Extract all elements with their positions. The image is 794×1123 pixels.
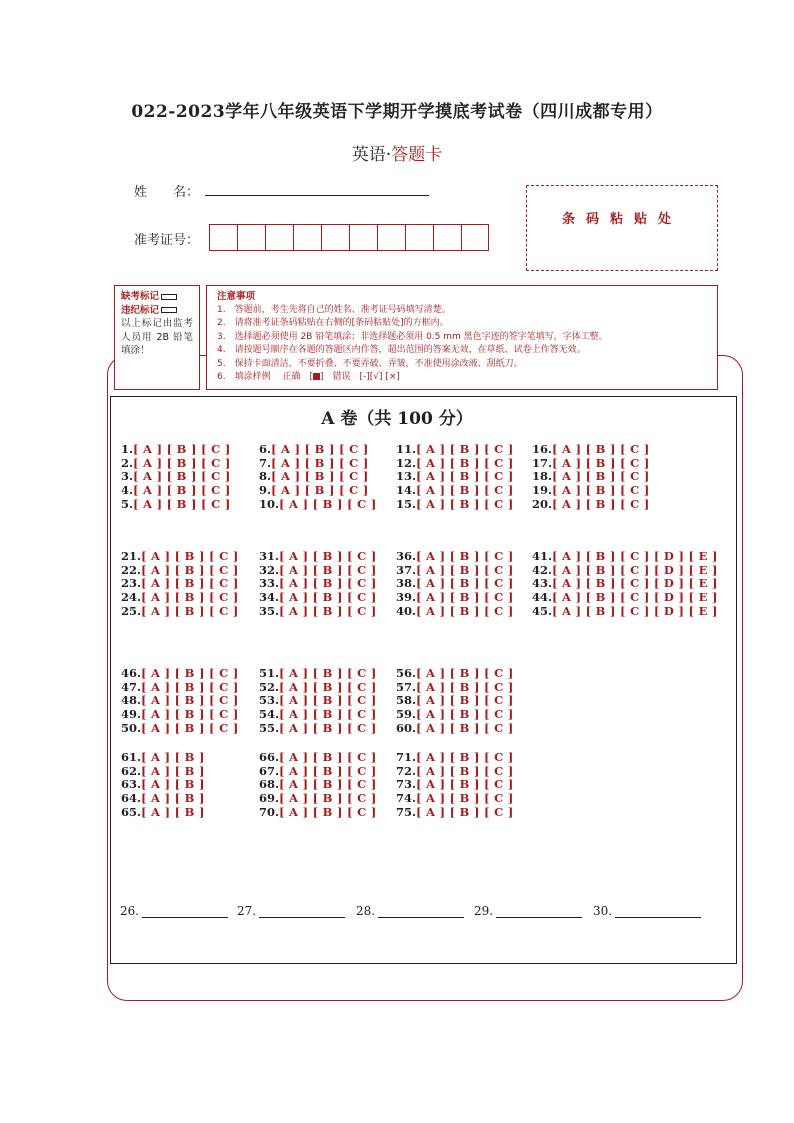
question-row[interactable] xyxy=(532,457,650,471)
section-a-title: A 卷（共 100 分） xyxy=(321,409,473,429)
question-number: 45. xyxy=(532,603,553,618)
question-number: 48. xyxy=(121,693,142,708)
question-row[interactable] xyxy=(259,751,377,765)
answer-options[interactable]: [ A ] [ B ] [ C ] xyxy=(416,469,514,484)
answer-options[interactable]: [ A ] [ B ] [ C ] xyxy=(552,442,650,456)
question-row[interactable] xyxy=(121,708,239,722)
answer-options[interactable]: [ A ] [ B ] [ C ] xyxy=(133,483,231,498)
violation-mark-box[interactable] xyxy=(161,307,177,313)
answer-options[interactable]: [ A ] [ B ] [ C ] xyxy=(279,666,377,680)
answer-options[interactable]: [ A ] [ B ] [ C ] xyxy=(133,442,231,456)
question-row[interactable] xyxy=(396,708,514,722)
answer-options[interactable]: [ A ] [ B ] [ C ] xyxy=(416,666,514,680)
answer-options[interactable]: [ A ] [ B ] [ C ] xyxy=(416,763,514,778)
fill-blank-number: 27. xyxy=(237,904,257,918)
answer-options[interactable]: [ A ] [ B ] [ C ] xyxy=(141,707,239,722)
answer-options[interactable]: [ A ] [ B ] [ C ] xyxy=(141,666,239,680)
question-number: 19. xyxy=(532,483,553,498)
id-digit-box[interactable] xyxy=(349,224,377,251)
question-row[interactable] xyxy=(396,550,514,564)
question-row[interactable] xyxy=(121,722,239,736)
question-row[interactable] xyxy=(259,667,377,681)
answer-options[interactable]: [ A ] [ B ] [ C ] xyxy=(552,496,650,511)
question-column xyxy=(121,751,205,820)
question-row[interactable] xyxy=(259,443,377,457)
question-number: 13. xyxy=(396,469,417,484)
question-row[interactable] xyxy=(396,751,514,765)
id-digit-box[interactable] xyxy=(237,224,265,251)
question-number: 35. xyxy=(259,603,280,618)
page-subtitle xyxy=(0,140,794,165)
question-number: 7. xyxy=(259,455,272,470)
violation-mark-label: 违纪标记 xyxy=(121,304,160,316)
answer-options[interactable]: [ A ] [ B ] [ C ] xyxy=(416,549,514,563)
id-digit-box[interactable] xyxy=(265,224,293,251)
question-row[interactable] xyxy=(121,694,239,708)
question-column xyxy=(532,443,650,512)
answer-options[interactable]: [ A ] [ B ] [ C ] xyxy=(279,707,377,722)
answer-options[interactable]: [ A ] [ B ] [ C ] xyxy=(279,763,377,778)
question-row[interactable] xyxy=(532,591,718,605)
question-number: 15. xyxy=(396,496,417,511)
question-row[interactable] xyxy=(259,778,377,792)
question-number: 9. xyxy=(259,483,272,498)
question-number: 2. xyxy=(121,455,134,470)
question-row[interactable] xyxy=(259,470,377,484)
question-row[interactable] xyxy=(259,457,377,471)
fill-blank-item xyxy=(120,904,228,918)
question-number: 40. xyxy=(396,603,417,618)
notes-item-3: 3. 选择题必须使用 2B 铅笔填涂；非选择题必须用 0.5 mm 黑色字迹的签字笔填写，字体工整。 xyxy=(217,331,608,342)
question-number: 4. xyxy=(121,483,134,498)
question-column xyxy=(396,751,514,820)
answer-options[interactable]: [ A ] [ B ] [ C ] xyxy=(279,693,377,708)
notes-box xyxy=(206,285,718,390)
barcode-area xyxy=(526,185,718,271)
answer-options[interactable]: [ A ] [ B ] [ C ] xyxy=(416,455,514,470)
question-row[interactable] xyxy=(396,765,514,779)
fill-blank-line[interactable] xyxy=(142,906,228,918)
absent-mark[interactable] xyxy=(121,290,193,304)
answer-options[interactable]: [ A ] [ B ] [ C ] xyxy=(141,679,239,694)
question-row[interactable] xyxy=(396,498,514,512)
question-row[interactable] xyxy=(259,765,377,779)
fill-blank-item xyxy=(474,904,582,918)
question-number: 8. xyxy=(259,469,272,484)
question-row[interactable] xyxy=(259,694,377,708)
question-row[interactable] xyxy=(396,484,514,498)
answer-options[interactable]: [ A ] [ B ] [ C ] xyxy=(416,804,514,819)
answer-options[interactable]: [ A ] [ B ] [ C ] xyxy=(416,693,514,708)
fill-blank-item xyxy=(356,904,464,918)
question-number: 17. xyxy=(532,455,553,470)
question-number: 10. xyxy=(259,496,280,511)
answer-options[interactable]: [ A ] [ B ] [ C ] xyxy=(141,590,239,605)
question-row[interactable] xyxy=(396,443,514,457)
answer-options[interactable]: [ A ] [ B ] xyxy=(141,791,205,806)
question-number: 46. xyxy=(121,666,142,680)
question-number: 41. xyxy=(532,549,553,563)
question-number: 51. xyxy=(259,666,280,680)
subtitle-red: 答题卡 xyxy=(391,145,443,165)
question-number: 42. xyxy=(532,562,553,577)
question-number: 71. xyxy=(396,750,417,764)
answer-options[interactable]: [ A ] [ B ] [ C ] [ D ] [ E ] xyxy=(552,603,718,618)
question-number: 32. xyxy=(259,562,280,577)
question-row[interactable] xyxy=(259,564,377,578)
question-column xyxy=(532,550,718,619)
question-number: 54. xyxy=(259,707,280,722)
answer-options[interactable]: [ A ] [ B ] [ C ] xyxy=(141,603,239,618)
question-number: 64. xyxy=(121,791,142,806)
fill-blank-line[interactable] xyxy=(496,906,582,918)
question-row[interactable] xyxy=(121,751,205,765)
question-number: 14. xyxy=(396,483,417,498)
question-number: 62. xyxy=(121,763,142,778)
question-number: 11. xyxy=(396,442,417,456)
question-row[interactable] xyxy=(259,792,377,806)
question-column xyxy=(259,751,377,820)
question-row[interactable] xyxy=(396,778,514,792)
question-row[interactable] xyxy=(121,484,231,498)
answer-options[interactable]: [ A ] [ B ] [ C ] xyxy=(416,777,514,792)
question-number: 73. xyxy=(396,777,417,792)
question-number: 56. xyxy=(396,666,417,680)
answer-options[interactable]: [ A ] [ B ] [ C ] xyxy=(133,496,231,511)
fill-blank-item xyxy=(237,904,345,918)
question-number: 21. xyxy=(121,549,142,563)
question-number: 63. xyxy=(121,777,142,792)
question-row[interactable] xyxy=(121,470,231,484)
question-row[interactable] xyxy=(396,681,514,695)
question-row[interactable] xyxy=(121,667,239,681)
question-number: 31. xyxy=(259,549,280,563)
question-row[interactable] xyxy=(259,708,377,722)
answer-options[interactable]: [ A ] [ B ] [ C ] xyxy=(279,679,377,694)
question-row[interactable] xyxy=(121,591,239,605)
question-number: 24. xyxy=(121,590,142,605)
question-row[interactable] xyxy=(121,498,231,512)
answer-options[interactable]: [ A ] [ B ] [ C ] xyxy=(271,455,369,470)
question-number: 74. xyxy=(396,791,417,806)
answer-options[interactable]: [ A ] [ B ] [ C ] xyxy=(416,590,514,605)
question-number: 3. xyxy=(121,469,134,484)
question-row[interactable] xyxy=(259,806,377,820)
answer-options[interactable]: [ A ] [ B ] [ C ] xyxy=(271,483,369,498)
question-row[interactable] xyxy=(121,681,239,695)
answer-options[interactable]: [ A ] [ B ] [ C ] xyxy=(279,720,377,735)
question-row[interactable] xyxy=(396,457,514,471)
question-row[interactable] xyxy=(121,605,239,619)
question-row[interactable] xyxy=(532,484,650,498)
question-number: 25. xyxy=(121,603,142,618)
question-number: 38. xyxy=(396,576,417,591)
id-digit-box[interactable] xyxy=(321,224,349,251)
question-number: 57. xyxy=(396,679,417,694)
fill-blank-number: 28. xyxy=(356,904,376,918)
answer-options[interactable]: [ A ] [ B ] [ C ] xyxy=(552,469,650,484)
notes-heading: 注意事项 xyxy=(217,291,256,302)
question-row[interactable] xyxy=(532,605,718,619)
fill-blank-line[interactable] xyxy=(259,906,345,918)
question-row[interactable] xyxy=(121,778,205,792)
question-number: 12. xyxy=(396,455,417,470)
question-column xyxy=(259,443,377,512)
question-number: 50. xyxy=(121,720,142,735)
question-row[interactable] xyxy=(259,605,377,619)
answer-options[interactable]: [ A ] [ B ] [ C ] xyxy=(416,603,514,618)
question-row[interactable] xyxy=(396,694,514,708)
question-number: 20. xyxy=(532,496,553,511)
question-row[interactable] xyxy=(259,484,377,498)
answer-options[interactable]: [ A ] [ B ] [ C ] [ D ] [ E ] xyxy=(552,590,718,605)
question-number: 65. xyxy=(121,804,142,819)
question-row[interactable] xyxy=(259,577,377,591)
answer-options[interactable]: [ A ] [ B ] [ C ] xyxy=(141,576,239,591)
answer-options[interactable]: [ A ] [ B ] xyxy=(141,763,205,778)
answer-options[interactable]: [ A ] [ B ] [ C ] xyxy=(416,562,514,577)
sample-prefix: 6. 填涂样例 正确 [ xyxy=(217,372,313,382)
id-digit-box[interactable] xyxy=(405,224,433,251)
question-number: 36. xyxy=(396,549,417,563)
question-row[interactable] xyxy=(532,550,718,564)
answer-options[interactable]: [ A ] [ B ] [ C ] xyxy=(279,777,377,792)
mark-note: 以上标记由监考人员用 2B 铅笔填涂！ xyxy=(121,318,193,356)
answer-options[interactable]: [ A ] [ B ] [ C ] xyxy=(133,455,231,470)
answer-options[interactable]: [ A ] [ B ] [ C ] xyxy=(416,442,514,456)
fill-blank-number: 29. xyxy=(474,904,494,918)
answer-options[interactable]: [ A ] [ B ] [ C ] xyxy=(279,603,377,618)
absent-mark-label: 缺考标记 xyxy=(121,291,160,302)
question-number: 16. xyxy=(532,442,553,456)
answer-options[interactable]: [ A ] [ B ] [ C ] [ D ] [ E ] xyxy=(552,562,718,577)
question-row[interactable] xyxy=(259,498,377,512)
answer-options[interactable]: [ A ] [ B ] [ C ] xyxy=(416,720,514,735)
question-number: 67. xyxy=(259,763,280,778)
question-column xyxy=(396,667,514,736)
question-number: 52. xyxy=(259,679,280,694)
question-row[interactable] xyxy=(396,470,514,484)
answer-options[interactable]: [ A ] [ B ] [ C ] xyxy=(416,576,514,591)
question-row[interactable] xyxy=(396,806,514,820)
name-label: 姓 名： xyxy=(134,185,200,200)
question-row[interactable] xyxy=(396,667,514,681)
answer-options[interactable]: [ A ] [ B ] [ C ] [ D ] [ E ] xyxy=(552,549,718,563)
question-column xyxy=(259,667,377,736)
question-row[interactable] xyxy=(121,443,231,457)
question-number: 18. xyxy=(532,469,553,484)
question-number: 22. xyxy=(121,562,142,577)
fill-blank-item xyxy=(593,904,701,918)
barcode-label: 条码粘贴处 xyxy=(561,212,682,227)
question-row[interactable] xyxy=(259,550,377,564)
answer-options[interactable]: [ A ] [ B ] [ C ] xyxy=(279,496,377,511)
answer-options[interactable]: [ A ] [ B ] [ C ] xyxy=(552,483,650,498)
notes-item-1: 1. 答题前，考生先将自己的姓名、准考证号码填写清楚。 xyxy=(217,304,451,315)
id-digit-box[interactable] xyxy=(433,224,461,251)
sample-filled-icon xyxy=(313,373,320,380)
answer-options[interactable]: [ A ] [ B ] [ C ] xyxy=(279,549,377,563)
question-column xyxy=(396,550,514,619)
question-column xyxy=(396,443,514,512)
sample-mid: ] 错误 [-][ xyxy=(319,372,374,382)
mark-box xyxy=(114,285,200,390)
answer-options[interactable]: [ A ] [ B ] [ C ] xyxy=(279,750,377,764)
answer-options[interactable]: [ A ] [ B ] [ C ] xyxy=(416,791,514,806)
answer-options[interactable]: [ A ] [ B ] [ C ] xyxy=(141,693,239,708)
answer-options[interactable]: [ A ] [ B ] [ C ] xyxy=(279,562,377,577)
answer-options[interactable]: [ A ] [ B ] [ C ] xyxy=(141,562,239,577)
answer-options[interactable]: [ A ] [ B ] [ C ] xyxy=(416,483,514,498)
answer-options[interactable]: [ A ] [ B ] [ C ] xyxy=(279,590,377,605)
question-number: 66. xyxy=(259,750,280,764)
answer-options[interactable]: [ A ] [ B ] [ C ] xyxy=(416,496,514,511)
question-row[interactable] xyxy=(121,564,239,578)
subtitle-main: 英语· xyxy=(351,145,392,165)
question-number: 69. xyxy=(259,791,280,806)
notes-item-2: 2. 请将准考证条码粘贴在右侧的[条码粘贴处]的方框内。 xyxy=(217,318,449,328)
question-number: 61. xyxy=(121,750,142,764)
question-number: 49. xyxy=(121,707,142,722)
question-number: 44. xyxy=(532,590,553,605)
question-number: 34. xyxy=(259,590,280,605)
question-number: 75. xyxy=(396,804,417,819)
notes-item-6 xyxy=(217,371,707,385)
question-row[interactable] xyxy=(259,722,377,736)
answer-options[interactable]: [ A ] [ B ] [ C ] xyxy=(416,679,514,694)
absent-mark-box[interactable] xyxy=(161,294,177,300)
page-title: 022-2023学年八年级英语下学期开学摸底考试卷（四川成都专用） xyxy=(131,102,663,122)
question-row[interactable] xyxy=(121,792,205,806)
fill-blank-number: 26. xyxy=(120,904,140,918)
question-number: 58. xyxy=(396,693,417,708)
answer-options[interactable]: [ A ] [ B ] xyxy=(141,777,205,792)
violation-mark[interactable] xyxy=(121,304,193,318)
answer-options[interactable]: [ A ] [ B ] [ C ] xyxy=(141,549,239,563)
answer-options[interactable]: [ A ] [ B ] [ C ] xyxy=(141,720,239,735)
question-row[interactable] xyxy=(396,577,514,591)
answer-options[interactable]: [ A ] [ B ] [ C ] xyxy=(416,707,514,722)
question-row[interactable] xyxy=(532,498,650,512)
answer-options[interactable]: [ A ] [ B ] [ C ] xyxy=(552,455,650,470)
answer-options[interactable]: [ A ] [ B ] [ C ] [ D ] [ E ] xyxy=(552,576,718,591)
question-row[interactable] xyxy=(121,550,239,564)
answer-options[interactable]: [ A ] [ B ] xyxy=(141,750,205,764)
question-column xyxy=(259,550,377,619)
id-label: 准考证号： xyxy=(134,233,200,248)
question-row[interactable] xyxy=(396,792,514,806)
question-number: 70. xyxy=(259,804,280,819)
answer-options[interactable]: [ A ] [ B ] [ C ] xyxy=(271,469,369,484)
question-column xyxy=(121,667,239,736)
sample-suffix: √] [×] xyxy=(373,372,400,382)
question-number: 60. xyxy=(396,720,417,735)
answer-options[interactable]: [ A ] [ B ] [ C ] xyxy=(133,469,231,484)
question-number: 55. xyxy=(259,720,280,735)
question-row[interactable] xyxy=(121,765,205,779)
question-number: 6. xyxy=(259,442,272,456)
answer-options[interactable]: [ A ] [ B ] [ C ] xyxy=(279,791,377,806)
answer-options[interactable]: [ A ] [ B ] [ C ] xyxy=(279,804,377,819)
name-field[interactable] xyxy=(205,195,429,196)
question-row[interactable] xyxy=(396,591,514,605)
answer-options[interactable]: [ A ] [ B ] xyxy=(141,804,205,819)
id-digit-box[interactable] xyxy=(377,224,405,251)
question-number: 47. xyxy=(121,679,142,694)
notes-item-4: 4. 请按题号顺序在各题的答题区内作答，超出范围的答案无效，在草纸、试卷上作答无效。 xyxy=(217,345,586,355)
question-row[interactable] xyxy=(532,577,718,591)
question-column xyxy=(121,443,231,512)
id-digit-box[interactable] xyxy=(461,224,489,251)
answer-options[interactable]: [ A ] [ B ] [ C ] xyxy=(271,442,369,456)
question-number: 37. xyxy=(396,562,417,577)
question-number: 33. xyxy=(259,576,280,591)
answer-options[interactable]: [ A ] [ B ] [ C ] xyxy=(416,750,514,764)
question-number: 1. xyxy=(121,442,134,456)
question-number: 43. xyxy=(532,576,553,591)
question-row[interactable] xyxy=(259,681,377,695)
question-row[interactable] xyxy=(396,605,514,619)
question-number: 23. xyxy=(121,576,142,591)
question-row[interactable] xyxy=(532,443,650,457)
question-row[interactable] xyxy=(121,577,239,591)
question-row[interactable] xyxy=(532,470,650,484)
question-row[interactable] xyxy=(532,564,718,578)
question-row[interactable] xyxy=(121,806,205,820)
question-number: 59. xyxy=(396,707,417,722)
question-number: 53. xyxy=(259,693,280,708)
fill-blank-number: 30. xyxy=(593,904,613,918)
question-number: 68. xyxy=(259,777,280,792)
question-row[interactable] xyxy=(396,722,514,736)
question-number: 39. xyxy=(396,590,417,605)
fill-blank-line[interactable] xyxy=(378,906,464,918)
question-row[interactable] xyxy=(259,591,377,605)
id-digit-box[interactable] xyxy=(209,224,237,251)
id-number-boxes[interactable] xyxy=(209,224,489,251)
question-row[interactable] xyxy=(396,564,514,578)
notes-item-5: 5. 保持卡面清洁，不要折叠、不要弄破、弄皱，不准使用涂改液、刮纸刀。 xyxy=(217,358,523,369)
question-row[interactable] xyxy=(121,457,231,471)
question-number: 5. xyxy=(121,496,134,511)
id-digit-box[interactable] xyxy=(293,224,321,251)
answer-options[interactable]: [ A ] [ B ] [ C ] xyxy=(279,576,377,591)
question-column xyxy=(121,550,239,619)
fill-blank-line[interactable] xyxy=(615,906,701,918)
question-number: 72. xyxy=(396,763,417,778)
